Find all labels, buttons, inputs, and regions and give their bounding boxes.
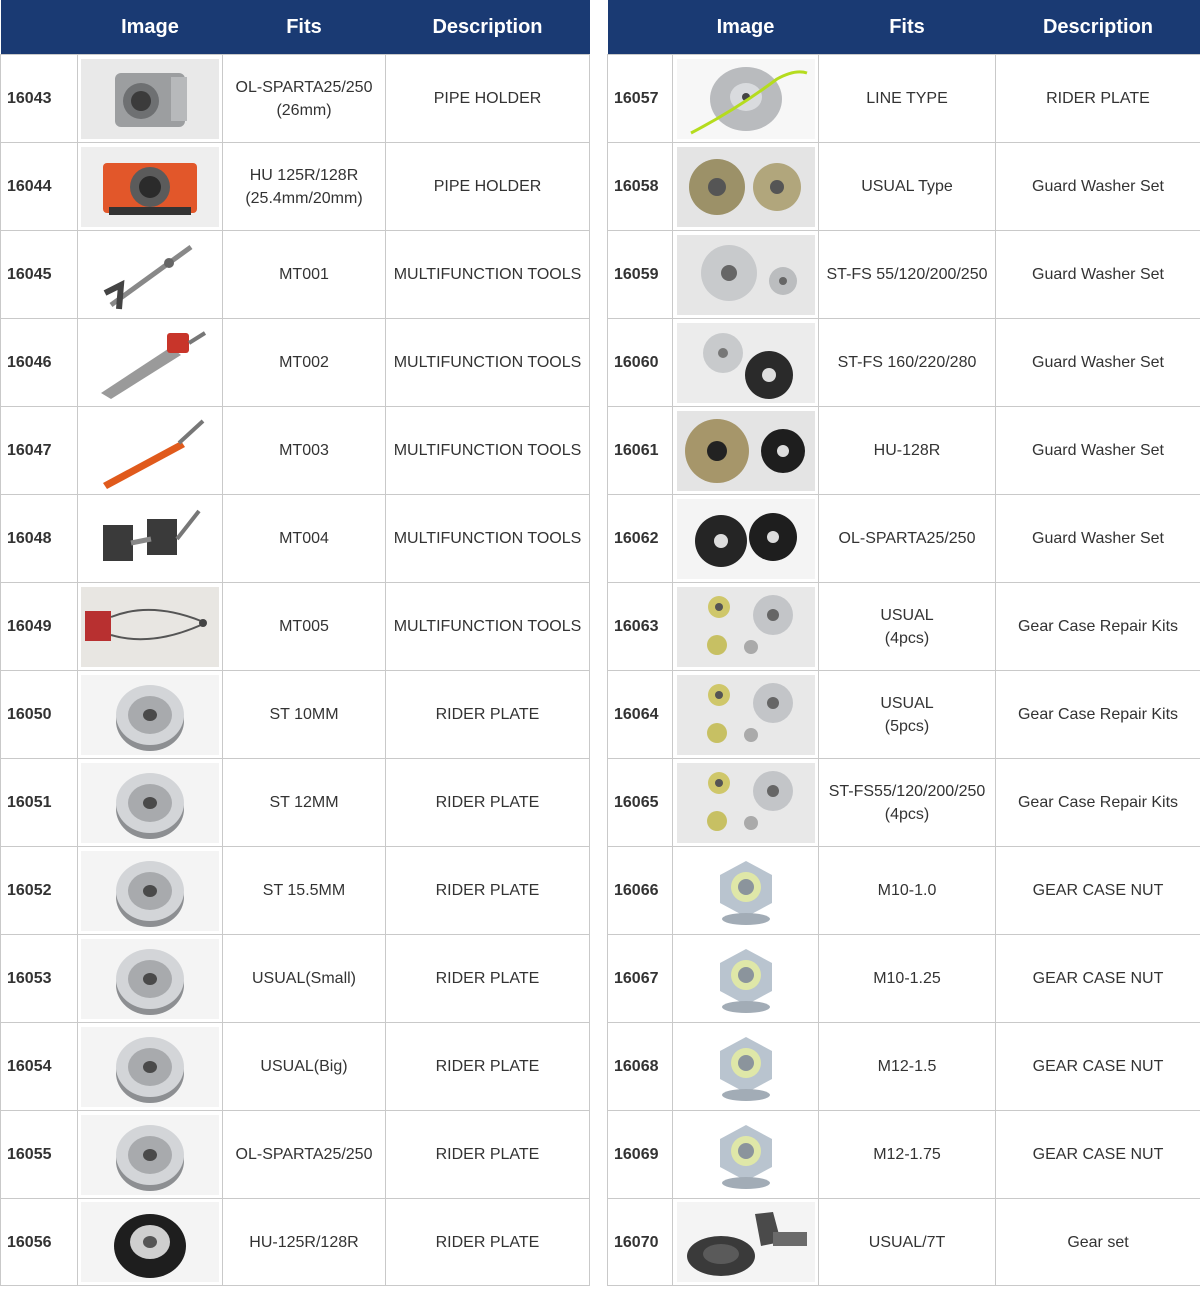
hex-nut-icon (677, 939, 815, 1019)
part-description: Gear Case Repair Kits (996, 583, 1200, 671)
header-image: Image (673, 0, 819, 55)
table-row (1, 759, 590, 847)
part-image-cell (78, 847, 223, 935)
part-fits: ST-FS 160/220/280 (819, 319, 996, 407)
table-row (608, 1199, 1200, 1286)
rider-plate-icon (81, 1115, 219, 1195)
part-code: 16050 (1, 671, 78, 759)
header-code (608, 0, 673, 55)
part-code: 16053 (1, 935, 78, 1023)
table-row (1, 231, 590, 319)
part-code: 16066 (608, 847, 673, 935)
part-description: Gear Case Repair Kits (996, 671, 1200, 759)
part-code: 16048 (1, 495, 78, 583)
table-row (1, 407, 590, 495)
part-image-cell (673, 759, 819, 847)
header-fits: Fits (819, 0, 996, 55)
part-fits: USUAL/7T (819, 1199, 996, 1286)
part-image-cell (673, 935, 819, 1023)
part-fits: MT004 (223, 495, 386, 583)
part-image-cell (78, 231, 223, 319)
part-description: RIDER PLATE (386, 935, 590, 1023)
part-image-cell (78, 1111, 223, 1199)
part-image-cell (78, 319, 223, 407)
table-row (608, 671, 1200, 759)
table-row (1, 935, 590, 1023)
washer-set-silver-icon (677, 235, 815, 315)
pipe-holder-orange-icon (81, 147, 219, 227)
table-row (608, 495, 1200, 583)
washer-set-gold-icon (677, 147, 815, 227)
table-row (1, 495, 590, 583)
part-code: 16062 (608, 495, 673, 583)
part-fits: OL-SPARTA25/250 (819, 495, 996, 583)
part-description: PIPE HOLDER (386, 55, 590, 143)
part-description: GEAR CASE NUT (996, 1111, 1200, 1199)
table-row (1, 1111, 590, 1199)
part-code: 16065 (608, 759, 673, 847)
part-image-cell (673, 847, 819, 935)
table-row (608, 1111, 1200, 1199)
part-description: RIDER PLATE (386, 759, 590, 847)
part-fits: M10-1.0 (819, 847, 996, 935)
hex-nut-icon (677, 851, 815, 931)
table-row (608, 1023, 1200, 1111)
part-description: GEAR CASE NUT (996, 847, 1200, 935)
part-code: 16059 (608, 231, 673, 319)
part-fits: ST 15.5MM (223, 847, 386, 935)
part-description: RIDER PLATE (386, 1199, 590, 1286)
part-code: 16044 (1, 143, 78, 231)
part-fits: USUAL(Small) (223, 935, 386, 1023)
part-code: 16049 (1, 583, 78, 671)
table-row (1, 143, 590, 231)
part-fits: HU-125R/128R (223, 1199, 386, 1286)
part-fits: OL-SPARTA25/250 (223, 1111, 386, 1199)
parts-table-left (0, 0, 590, 1286)
part-description: Gear set (996, 1199, 1200, 1286)
part-code: 16060 (608, 319, 673, 407)
repair-kit-icon (677, 587, 815, 667)
part-description: PIPE HOLDER (386, 143, 590, 231)
part-description: Guard Washer Set (996, 231, 1200, 319)
table-row (608, 759, 1200, 847)
part-image-cell (673, 671, 819, 759)
part-fits: M12-1.75 (819, 1111, 996, 1199)
part-code: 16064 (608, 671, 673, 759)
table-row (608, 319, 1200, 407)
repair-kit-icon (677, 763, 815, 843)
part-fits: HU-128R (819, 407, 996, 495)
rider-plate-icon (81, 851, 219, 931)
part-fits: MT005 (223, 583, 386, 671)
part-description: MULTIFUNCTION TOOLS (386, 583, 590, 671)
table-row (608, 935, 1200, 1023)
repair-kit-icon (677, 675, 815, 755)
pipe-holder-clamp-icon (81, 59, 219, 139)
rider-plate-icon (81, 1027, 219, 1107)
part-image-cell (673, 319, 819, 407)
washer-set-gold-black-icon (677, 411, 815, 491)
part-fits: MT002 (223, 319, 386, 407)
part-fits: USUAL Type (819, 143, 996, 231)
part-description: MULTIFUNCTION TOOLS (386, 319, 590, 407)
part-description: MULTIFUNCTION TOOLS (386, 495, 590, 583)
part-image-cell (78, 55, 223, 143)
part-fits: M10-1.25 (819, 935, 996, 1023)
table-row (1, 583, 590, 671)
hex-nut-icon (677, 1115, 815, 1195)
part-image-cell (78, 671, 223, 759)
table-row (608, 55, 1200, 143)
washer-set-black-icon (677, 499, 815, 579)
rider-plate-black-icon (81, 1202, 219, 1282)
part-code: 16054 (1, 1023, 78, 1111)
part-code: 16058 (608, 143, 673, 231)
part-code: 16055 (1, 1111, 78, 1199)
header-fits: Fits (223, 0, 386, 55)
parts-table-right (607, 0, 1200, 1286)
part-fits: ST 12MM (223, 759, 386, 847)
table-row (608, 231, 1200, 319)
table-row (608, 847, 1200, 935)
part-code: 16067 (608, 935, 673, 1023)
line-rider-plate-icon (677, 59, 815, 139)
part-image-cell (673, 1023, 819, 1111)
chainsaw-attachment-icon (81, 323, 219, 403)
part-image-cell (673, 1199, 819, 1286)
part-image-cell (78, 935, 223, 1023)
part-image-cell (673, 143, 819, 231)
part-code: 16061 (608, 407, 673, 495)
part-image-cell (78, 143, 223, 231)
header-description: Description (996, 0, 1200, 55)
part-code: 16068 (608, 1023, 673, 1111)
part-description: RIDER PLATE (996, 55, 1200, 143)
part-code: 16052 (1, 847, 78, 935)
table-row (1, 847, 590, 935)
part-image-cell (78, 759, 223, 847)
part-image-cell (78, 407, 223, 495)
part-description: Guard Washer Set (996, 319, 1200, 407)
rider-plate-icon (81, 675, 219, 755)
part-code: 16045 (1, 231, 78, 319)
part-image-cell (673, 407, 819, 495)
header-row (608, 0, 1200, 55)
part-description: Guard Washer Set (996, 495, 1200, 583)
part-description: RIDER PLATE (386, 1111, 590, 1199)
part-description: MULTIFUNCTION TOOLS (386, 231, 590, 319)
part-fits: ST-FS55/120/200/250 (4pcs) (819, 759, 996, 847)
part-image-cell (673, 495, 819, 583)
part-code: 16070 (608, 1199, 673, 1286)
part-description: Guard Washer Set (996, 143, 1200, 231)
part-description: RIDER PLATE (386, 847, 590, 935)
table-row (608, 143, 1200, 231)
part-fits: USUAL (5pcs) (819, 671, 996, 759)
part-code: 16057 (608, 55, 673, 143)
part-fits: LINE TYPE (819, 55, 996, 143)
part-code: 16046 (1, 319, 78, 407)
part-description: GEAR CASE NUT (996, 1023, 1200, 1111)
rider-plate-icon (81, 939, 219, 1019)
table-row (1, 1199, 590, 1286)
bevel-gear-set-icon (677, 1202, 815, 1282)
part-fits: USUAL(Big) (223, 1023, 386, 1111)
table-row (1, 1023, 590, 1111)
part-description: RIDER PLATE (386, 671, 590, 759)
part-fits: ST-FS 55/120/200/250 (819, 231, 996, 319)
header-row (1, 0, 590, 55)
table-row (1, 55, 590, 143)
handle-cable-icon (81, 587, 219, 667)
part-image-cell (673, 231, 819, 319)
part-image-cell (78, 583, 223, 671)
header-image: Image (78, 0, 223, 55)
part-description: Guard Washer Set (996, 407, 1200, 495)
part-image-cell (78, 495, 223, 583)
part-description: Gear Case Repair Kits (996, 759, 1200, 847)
part-description: GEAR CASE NUT (996, 935, 1200, 1023)
hook-tool-icon (81, 235, 219, 315)
washer-set-silver-black-icon (677, 323, 815, 403)
part-fits: M12-1.5 (819, 1023, 996, 1111)
part-fits: USUAL (4pcs) (819, 583, 996, 671)
part-fits: OL-SPARTA25/250 (26mm) (223, 55, 386, 143)
part-fits: ST 10MM (223, 671, 386, 759)
part-description: RIDER PLATE (386, 1023, 590, 1111)
part-image-cell (78, 1023, 223, 1111)
part-code: 16051 (1, 759, 78, 847)
table-row (1, 319, 590, 407)
part-code: 16043 (1, 55, 78, 143)
part-fits: MT003 (223, 407, 386, 495)
part-fits: HU 125R/128R (25.4mm/20mm) (223, 143, 386, 231)
part-image-cell (673, 1111, 819, 1199)
part-description: MULTIFUNCTION TOOLS (386, 407, 590, 495)
part-image-cell (78, 1199, 223, 1286)
table-row (1, 671, 590, 759)
part-code: 16069 (608, 1111, 673, 1199)
part-code: 16056 (1, 1199, 78, 1286)
rider-plate-icon (81, 763, 219, 843)
hedge-trimmer-attachment-icon (81, 411, 219, 491)
part-code: 16047 (1, 407, 78, 495)
part-fits: MT001 (223, 231, 386, 319)
part-image-cell (673, 55, 819, 143)
header-code (1, 0, 78, 55)
header-description: Description (386, 0, 590, 55)
hex-nut-icon (677, 1027, 815, 1107)
part-code: 16063 (608, 583, 673, 671)
table-row (608, 407, 1200, 495)
tiller-attachment-icon (81, 499, 219, 579)
table-row (608, 583, 1200, 671)
part-image-cell (673, 583, 819, 671)
